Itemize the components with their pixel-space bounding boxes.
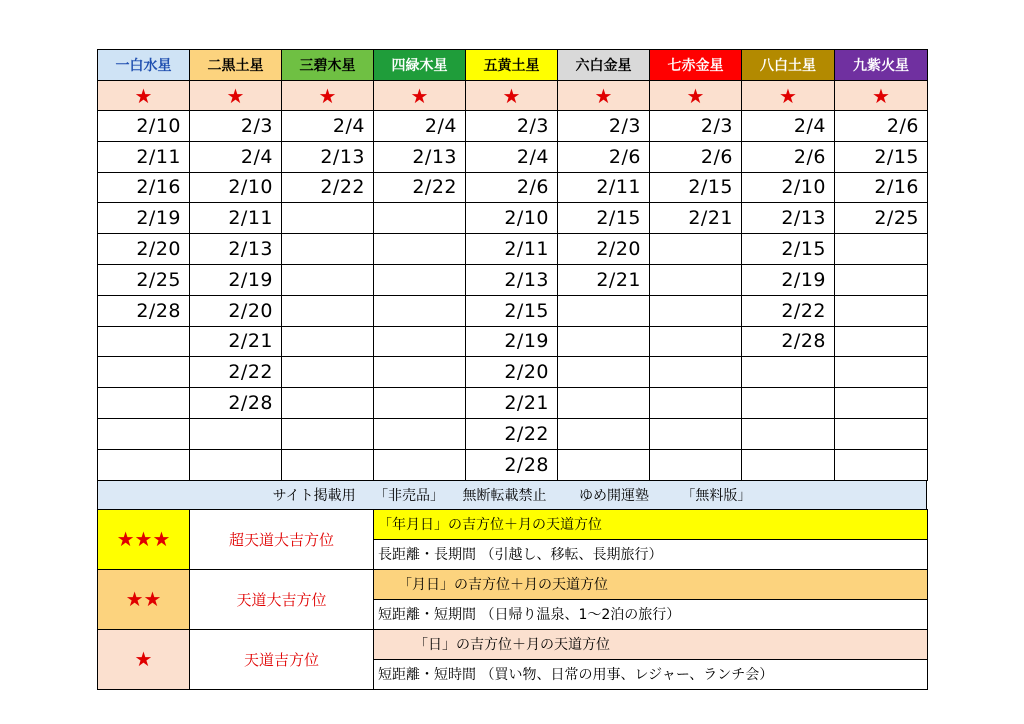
notice-not-for-sale: 「非売品」	[374, 487, 445, 504]
date-row	[98, 418, 928, 449]
date-row	[98, 172, 928, 203]
date-cell: 2/6	[650, 141, 742, 172]
date-cell: 2/3	[466, 111, 558, 142]
date-cell: 2/13	[282, 141, 374, 172]
date-table	[97, 49, 928, 481]
date-cell: 2/6	[742, 141, 835, 172]
date-cell	[650, 326, 742, 357]
date-cell: 2/19	[190, 264, 282, 295]
column-header: 一白水星	[98, 50, 190, 81]
date-cell	[98, 326, 190, 357]
date-cell: 2/20	[466, 357, 558, 388]
legend-use: 長距離・長期間 （引越し、移転、長期旅行）	[374, 539, 928, 569]
date-cell	[558, 326, 650, 357]
date-cell: 2/16	[98, 172, 190, 203]
legend-stars: ★★★	[98, 509, 190, 569]
date-cell: 2/15	[650, 172, 742, 203]
star-icon: ★	[190, 81, 282, 111]
date-cell	[558, 388, 650, 419]
date-cell: 2/21	[466, 388, 558, 419]
date-cell	[374, 295, 466, 326]
date-cell	[282, 203, 374, 234]
date-cell: 2/6	[558, 141, 650, 172]
date-cell: 2/15	[742, 234, 835, 265]
date-row	[98, 264, 928, 295]
date-cell	[190, 418, 282, 449]
star-icon: ★	[835, 81, 928, 111]
column-header: 四緑木星	[374, 50, 466, 81]
date-cell: 2/11	[558, 172, 650, 203]
date-cell	[558, 418, 650, 449]
date-cell: 2/19	[742, 264, 835, 295]
date-cell	[650, 388, 742, 419]
date-cell: 2/15	[558, 203, 650, 234]
date-row	[98, 388, 928, 419]
date-cell: 2/20	[190, 295, 282, 326]
column-header: 九紫火星	[835, 50, 928, 81]
date-cell: 2/13	[742, 203, 835, 234]
date-cell	[558, 295, 650, 326]
date-cell	[282, 264, 374, 295]
date-cell	[282, 295, 374, 326]
date-cell: 2/19	[98, 203, 190, 234]
date-cell	[374, 449, 466, 480]
date-row	[98, 326, 928, 357]
notice-table	[97, 480, 927, 510]
date-cell: 2/6	[835, 111, 928, 142]
legend-row-2	[98, 569, 928, 599]
notice-site: サイト掲載用	[272, 487, 356, 504]
date-cell: 2/22	[190, 357, 282, 388]
column-header: 六白金星	[558, 50, 650, 81]
date-cell	[742, 388, 835, 419]
date-cell	[374, 326, 466, 357]
star-header-row	[98, 50, 928, 81]
date-cell	[282, 449, 374, 480]
star-icon: ★	[98, 81, 190, 111]
date-cell: 2/4	[374, 111, 466, 142]
date-cell: 2/16	[835, 172, 928, 203]
date-row	[98, 357, 928, 388]
date-cell	[835, 418, 928, 449]
star-icon: ★	[650, 81, 742, 111]
column-header: 三碧木星	[282, 50, 374, 81]
legend-row-3	[98, 629, 928, 659]
date-cell: 2/6	[466, 172, 558, 203]
notice-free: 「無料版」	[681, 487, 752, 504]
date-cell	[650, 449, 742, 480]
legend-name: 超天道大吉方位	[190, 509, 374, 569]
date-cell	[650, 295, 742, 326]
column-header: 七赤金星	[650, 50, 742, 81]
date-cell: 2/13	[190, 234, 282, 265]
date-row	[98, 234, 928, 265]
date-cell: 2/15	[835, 141, 928, 172]
date-cell	[742, 418, 835, 449]
date-cell: 2/3	[650, 111, 742, 142]
date-cell	[190, 449, 282, 480]
date-cell: 2/3	[190, 111, 282, 142]
date-cell: 2/28	[466, 449, 558, 480]
date-row	[98, 449, 928, 480]
star-icon: ★	[374, 81, 466, 111]
date-cell: 2/11	[98, 141, 190, 172]
date-cell	[98, 388, 190, 419]
date-cell	[374, 388, 466, 419]
date-cell	[374, 203, 466, 234]
date-cell: 2/4	[742, 111, 835, 142]
date-cell	[374, 264, 466, 295]
date-cell	[650, 264, 742, 295]
date-cell	[374, 234, 466, 265]
date-row	[98, 111, 928, 142]
date-row	[98, 203, 928, 234]
fortune-direction-sheet	[97, 49, 927, 690]
star-icon: ★	[742, 81, 835, 111]
date-cell	[835, 326, 928, 357]
date-cell: 2/22	[374, 172, 466, 203]
legend-use: 短距離・短期間 （日帰り温泉、1～2泊の旅行）	[374, 599, 928, 629]
legend-rule: 「年月日」の吉方位＋月の天道方位	[374, 509, 928, 539]
column-header: 八白土星	[742, 50, 835, 81]
date-cell: 2/21	[558, 264, 650, 295]
star-icon: ★	[282, 81, 374, 111]
date-cell: 2/10	[742, 172, 835, 203]
date-cell: 2/22	[742, 295, 835, 326]
legend-name: 天道大吉方位	[190, 569, 374, 629]
date-cell: 2/22	[466, 418, 558, 449]
legend-rule: 「月日」の吉方位＋月の天道方位	[374, 569, 928, 599]
column-header: 二黒土星	[190, 50, 282, 81]
date-cell	[742, 357, 835, 388]
legend-row-1	[98, 509, 928, 539]
date-cell: 2/13	[374, 141, 466, 172]
date-cell	[98, 449, 190, 480]
legend-table	[97, 509, 928, 690]
date-cell	[558, 357, 650, 388]
date-cell: 2/21	[190, 326, 282, 357]
date-cell	[374, 418, 466, 449]
star-icon: ★	[558, 81, 650, 111]
date-cell: 2/4	[466, 141, 558, 172]
date-cell	[282, 388, 374, 419]
date-cell	[650, 418, 742, 449]
date-cell	[835, 388, 928, 419]
date-cell	[282, 357, 374, 388]
notice-no-repost: 無断転載禁止	[462, 487, 547, 504]
date-cell	[98, 357, 190, 388]
date-cell	[282, 418, 374, 449]
notice-bar	[98, 480, 927, 509]
date-cell: 2/22	[282, 172, 374, 203]
date-cell	[650, 357, 742, 388]
date-cell: 2/3	[558, 111, 650, 142]
date-cell: 2/10	[466, 203, 558, 234]
date-cell: 2/4	[282, 111, 374, 142]
date-cell: 2/11	[466, 234, 558, 265]
legend-name: 天道吉方位	[190, 629, 374, 689]
legend-stars: ★★	[98, 569, 190, 629]
star-icon: ★	[466, 81, 558, 111]
notice-school: ゆめ開運塾	[578, 487, 649, 504]
date-cell: 2/15	[466, 295, 558, 326]
date-cell	[374, 357, 466, 388]
date-cell: 2/20	[98, 234, 190, 265]
date-cell: 2/10	[190, 172, 282, 203]
date-cell	[835, 449, 928, 480]
date-cell	[835, 295, 928, 326]
date-cell	[650, 234, 742, 265]
date-cell: 2/28	[190, 388, 282, 419]
date-cell	[835, 264, 928, 295]
date-cell: 2/10	[98, 111, 190, 142]
column-header: 五黄土星	[466, 50, 558, 81]
date-cell: 2/19	[466, 326, 558, 357]
date-cell: 2/28	[742, 326, 835, 357]
date-cell: 2/21	[650, 203, 742, 234]
date-cell: 2/11	[190, 203, 282, 234]
legend-stars: ★	[98, 629, 190, 689]
date-cell	[742, 449, 835, 480]
date-cell	[282, 234, 374, 265]
star-marker-row	[98, 81, 928, 111]
date-cell	[835, 357, 928, 388]
date-cell	[282, 326, 374, 357]
date-cell: 2/28	[98, 295, 190, 326]
date-cell: 2/13	[466, 264, 558, 295]
date-cell: 2/20	[558, 234, 650, 265]
date-cell	[558, 449, 650, 480]
date-cell: 2/4	[190, 141, 282, 172]
legend-rule: 「日」の吉方位＋月の天道方位	[374, 629, 928, 659]
date-cell	[98, 418, 190, 449]
date-cell	[835, 234, 928, 265]
date-row	[98, 295, 928, 326]
date-cell: 2/25	[835, 203, 928, 234]
date-row	[98, 141, 928, 172]
date-cell: 2/25	[98, 264, 190, 295]
legend-use: 短距離・短時間 （買い物、日常の用事、レジャー、ランチ会）	[374, 659, 928, 689]
